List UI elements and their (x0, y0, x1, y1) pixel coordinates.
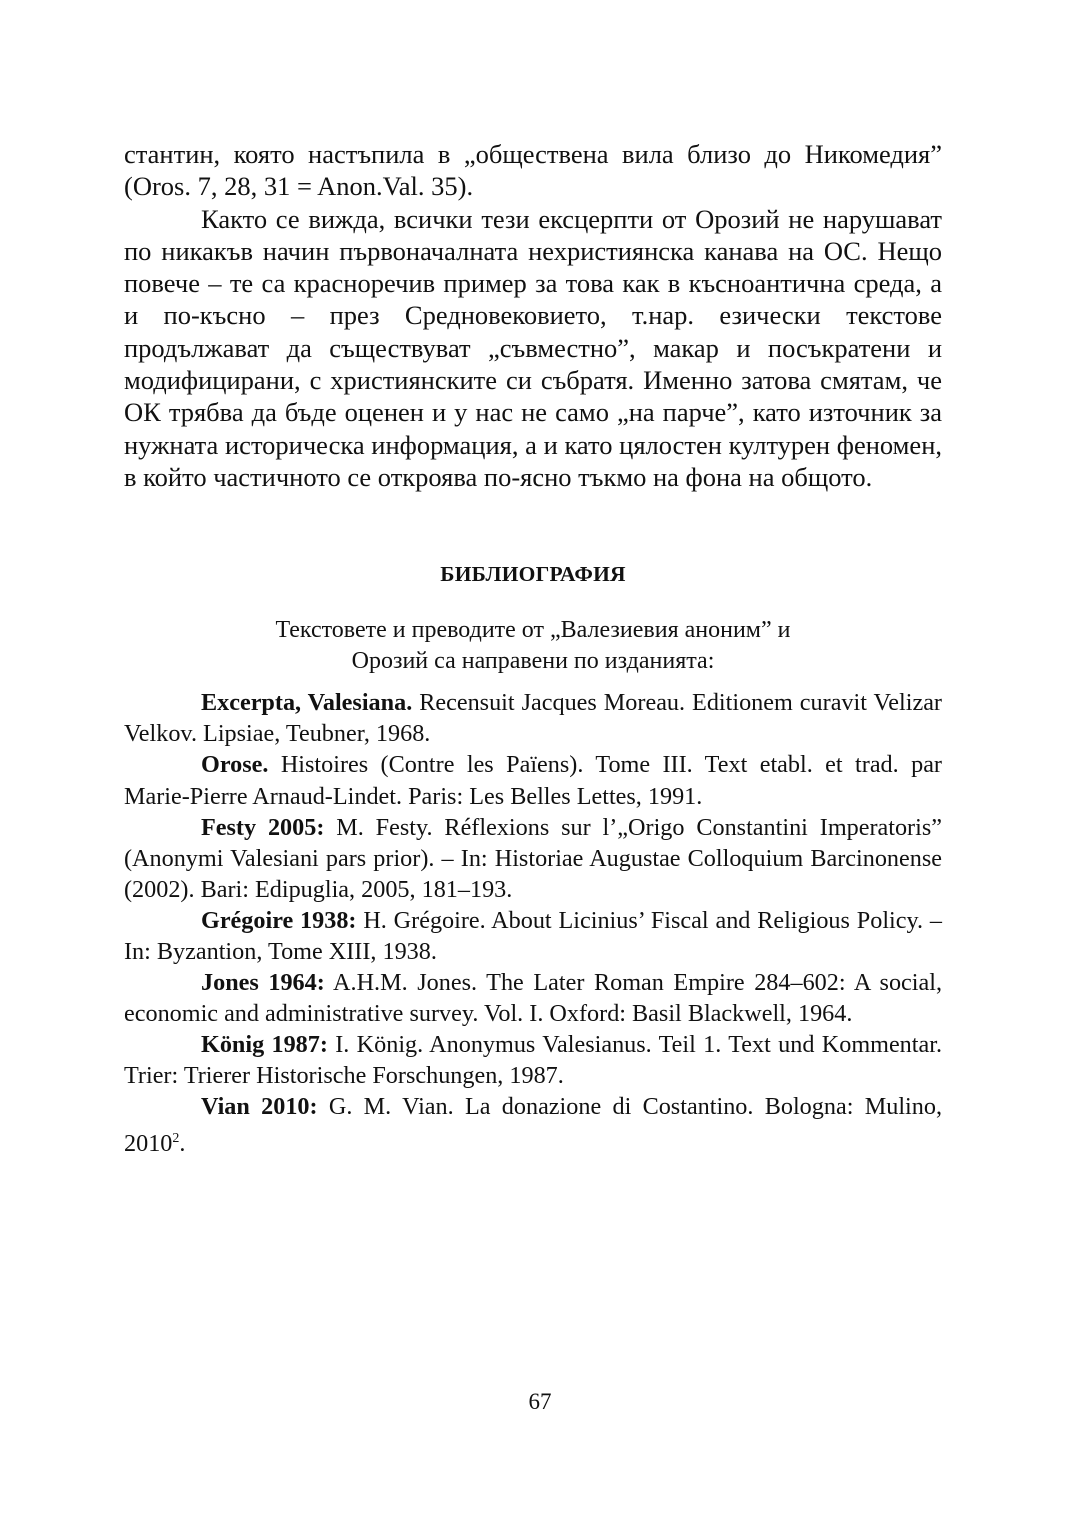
entry-text: G. M. Vian. La donazione di Costantino. Bologna: Mulino, 2010 (124, 1093, 942, 1157)
page-number: 67 (528, 1389, 552, 1414)
bibliography-heading: БИБЛИОГРАФИЯ (440, 562, 626, 587)
bibliography-entry (124, 812, 942, 905)
bibliography-entry (124, 687, 942, 749)
entry-key: Excerpta, Valesiana. (201, 689, 413, 717)
bibliography-entry (124, 1091, 942, 1158)
body-paragraph: Както се вижда, всички тези ексцерпти от Орозий не нарушават по никакъв начин първоначалната нехристиянска канава на ОС. Нещо повече – те са красноречив пример за това как в късноантична среда, а и по-късно – през Средновековието, т.нар. езически текстове продължават да съществуват „съвместно”, макар и посъкратени и модифицирани, с християнските си събратя. Именно затова смятам, че ОК трябва да бъде оценен и у нас не само „на парче”, като източник за нужната историческа информация, а и като цялостен културен феномен, в който частичното се откроява по-ясно тъкмо на фона на общото. (124, 203, 942, 492)
bibliography-intro-line: Текстовете и преводите от „Валезиевия аноним” и (275, 617, 791, 644)
entry-key: Grégoire 1938: (201, 906, 357, 934)
entry-text: M. Festy. Réflexions sur l’„Origo Constantini Imperatoris” (Anonymi Valesiani pars prior). – In: Historiae Augustae Colloquium Barcinonense (2002). Bari: Edipuglia, 2005, 181–193. (124, 813, 942, 903)
page-content (124, 138, 942, 1159)
entry-key: Orose. (201, 751, 269, 779)
entry-text: I. König. Anonymus Valesianus. Teil 1. Text und Kommentar. Trier: Trierer Historische Forschungen, 1987. (124, 1031, 943, 1090)
entry-text: A.H.M. Jones. The Later Roman Empire 284–602: A social, economic and administrative survey. Vol. I. Oxford: Basil Blackwell, 1964. (124, 969, 943, 1028)
bibliography-entry (124, 749, 942, 811)
entry-text: Recensuit Jacques Moreau. Editionem curavit Velizar Velkov. Lipsiae, Teubner, 1968. (124, 689, 942, 748)
entry-key: Vian 2010: (201, 1093, 318, 1121)
entry-text: Histoires (Contre les Païens). Tome III. Text etabl. et trad. par Marie-Pierre Arnaud-Lindet. Paris: Les Belles Lettes, 1991. (124, 751, 942, 810)
bibliography-entry (124, 1029, 942, 1091)
bibliography-intro-line: Орозий са направени по изданията: (351, 648, 715, 675)
bibliography-entry (124, 905, 942, 967)
entry-key: König 1987: (201, 1031, 328, 1059)
body-text (124, 138, 942, 493)
entry-key: Jones 1964: (201, 969, 325, 997)
bibliography-entry (124, 967, 942, 1029)
entry-text: H. Grégoire. About Licinius’ Fiscal and Religious Policy. – In: Byzantion, Tome XIII, 1938. (124, 906, 942, 966)
entry-text-tail: . (179, 1129, 186, 1157)
bibliography-list (124, 687, 942, 1158)
entry-superscript: 2 (172, 1130, 180, 1146)
bibliography-intro (124, 615, 942, 677)
entry-key: Festy 2005: (201, 813, 325, 841)
body-paragraph: стантин, която настъпила в „обществена вила близо до Никомедия” (Oros. 7, 28, 31 = Anon.Val. 35). (124, 139, 942, 202)
